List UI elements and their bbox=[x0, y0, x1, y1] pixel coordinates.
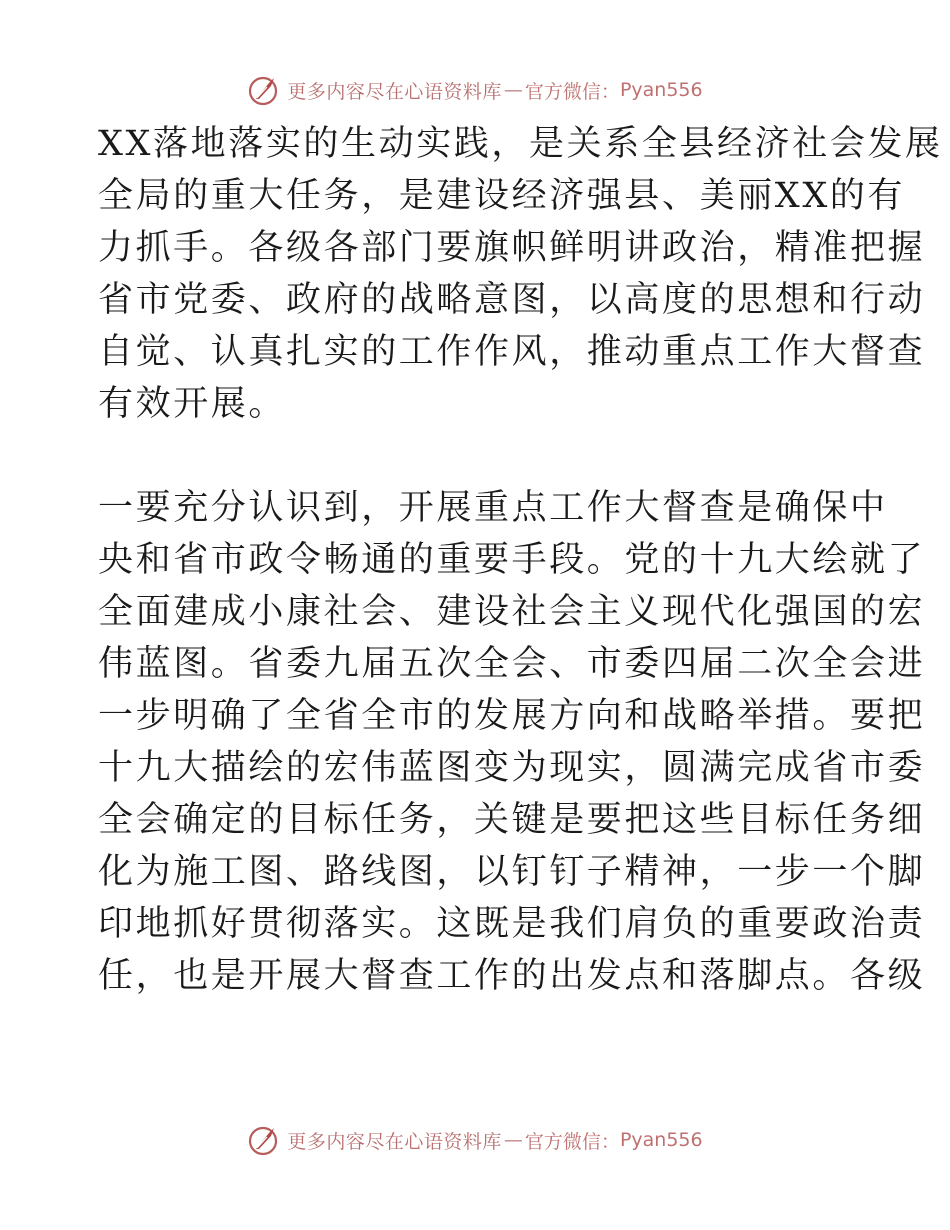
paragraph-1 bbox=[98, 118, 943, 430]
text-line: 印地抓好贯彻落实。这既是我们肩负的重要政治责 bbox=[98, 904, 926, 944]
watermark-text: 更多内容尽在心语资料库 bbox=[287, 1130, 502, 1153]
text-line: 有效开展。 bbox=[98, 384, 287, 424]
watermark-header bbox=[0, 70, 950, 110]
text-line: 全局的重大任务，是建设经济强县、美丽XX的有 bbox=[98, 176, 906, 216]
text-line: 全面建成小康社会、建设社会主义现代化强国的宏 bbox=[98, 592, 926, 632]
text-line: 伟蓝图。省委九届五次全会、市委四届二次全会进 bbox=[98, 644, 926, 684]
watermark-text: 更多内容尽在心语资料库 bbox=[287, 80, 502, 103]
watermark-label: 官方微信： bbox=[524, 1130, 620, 1153]
text-line: 央和省市政令畅通的重要手段。党的十九大绘就了 bbox=[98, 540, 926, 580]
quill-logo-icon bbox=[247, 1123, 281, 1157]
watermark-separator: — bbox=[503, 79, 523, 101]
watermark-id: Pyan556 bbox=[619, 1129, 703, 1151]
text-line: 任，也是开展大督查工作的出发点和落脚点。各级 bbox=[98, 956, 926, 996]
text-line: 全会确定的目标任务，关键是要把这些目标任务细 bbox=[98, 800, 926, 840]
text-line: 力抓手。各级各部门要旗帜鲜明讲政治，精准把握 bbox=[98, 228, 926, 268]
watermark-id: Pyan556 bbox=[619, 79, 703, 101]
text-line: 化为施工图、路线图，以钉钉子精神，一步一个脚 bbox=[98, 852, 926, 892]
watermark-separator: — bbox=[503, 1129, 523, 1151]
text-line: 自觉、认真扎实的工作作风，推动重点工作大督查 bbox=[98, 332, 926, 372]
text-line: 十九大描绘的宏伟蓝图变为现实，圆满完成省市委 bbox=[98, 748, 926, 788]
paragraph-2 bbox=[98, 482, 926, 1002]
watermark-label: 官方微信： bbox=[524, 80, 620, 103]
watermark-footer bbox=[0, 1120, 950, 1160]
text-line: XX落地落实的生动实践，是关系全县经济社会发展 bbox=[98, 124, 943, 164]
quill-logo-icon bbox=[247, 73, 281, 107]
text-line: 省市党委、政府的战略意图，以高度的思想和行动 bbox=[98, 280, 926, 320]
text-line: 一步明确了全省全市的发展方向和战略举措。要把 bbox=[98, 696, 926, 736]
text-line: 一要充分认识到，开展重点工作大督查是确保中 bbox=[98, 488, 888, 528]
